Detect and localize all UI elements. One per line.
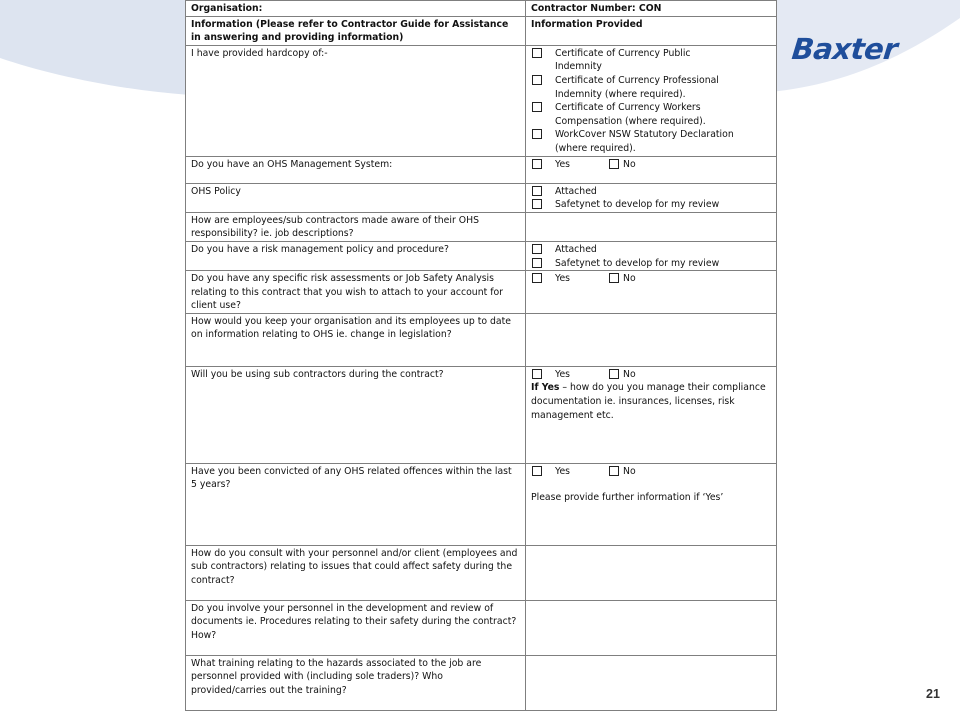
question-training: What training relating to the hazards associated to the job are personnel provided with (including sole traders)? Who provided/carries out the training? [186,655,526,710]
checkbox-statutory-declaration[interactable] [532,129,542,139]
option-professional-indemnity [531,74,771,101]
yes-label: Yes [555,465,571,477]
answer-risk-assessments [526,271,777,314]
answer-ohs-policy [526,183,777,212]
yes-label: Yes [555,368,571,380]
option-public-indemnity [531,47,771,74]
checkbox-yes[interactable] [532,159,542,169]
table-row [186,366,777,463]
checkbox-safetynet[interactable] [532,258,542,268]
checkbox-attached[interactable] [532,186,542,196]
option-label: Certificate of Currency Workers [555,102,701,114]
yes-label: Yes [555,158,571,170]
option-workers-compensation [531,101,771,128]
answer-risk-policy [526,241,777,270]
option-label: Compensation (where required). [555,115,706,127]
if-yes-rest: – how do you you manage their compliance documentation ie. insurances, licenses, risk management etc. [531,382,766,421]
answer-document-involvement[interactable] [526,600,777,655]
contractor-form-page [185,0,776,703]
info-provided-label: Information Provided [526,16,777,45]
answer-ohs-responsibility[interactable] [526,212,777,241]
answer-hardcopy [526,45,777,156]
no-label: No [623,158,636,170]
table-row [186,45,777,156]
contractor-questionnaire-table [185,0,777,711]
table-row [186,313,777,366]
table-row [186,183,777,212]
answer-ohs-updates[interactable] [526,313,777,366]
answer-consultation[interactable] [526,545,777,600]
checkbox-workers-compensation[interactable] [532,102,542,112]
attached-label: Attached [555,185,597,197]
question-ohs-policy: OHS Policy [186,183,526,212]
yes-label: Yes [555,273,571,285]
checkbox-professional-indemnity[interactable] [532,75,542,85]
checkbox-safetynet[interactable] [532,199,542,209]
subheader-row [186,16,777,45]
checkbox-public-indemnity[interactable] [532,48,542,58]
if-yes-bold: If Yes [531,382,560,394]
question-risk-assessments: Do you have any specific risk assessments or Job Safety Analysis relating to this contract that you wish to attach to your account for client use? [186,271,526,314]
question-hardcopy: I have provided hardcopy of:- [186,45,526,156]
question-risk-policy: Do you have a risk management policy and procedure? [186,241,526,270]
table-row [186,212,777,241]
no-label: No [623,368,636,380]
question-consultation: How do you consult with your personnel and/or client (employees and sub contractors) relating to issues that could affect safety during the contract? [186,545,526,600]
header-row [186,1,777,17]
question-convictions: Have you been convicted of any OHS related offences within the last 5 years? [186,463,526,545]
option-label: Certificate of Currency Professional [555,74,719,86]
answer-convictions [526,463,777,545]
no-label: No [623,465,636,477]
checkbox-attached[interactable] [532,244,542,254]
answer-training[interactable] [526,655,777,710]
safetynet-label: Safetynet to develop for my review [555,257,720,269]
answer-ohs-system [526,156,777,183]
question-ohs-system: Do you have an OHS Management System: [186,156,526,183]
checkbox-no[interactable] [609,369,619,379]
option-label: Indemnity [555,61,602,73]
checkbox-yes[interactable] [532,273,542,283]
checkbox-yes[interactable] [532,369,542,379]
answer-sub-contractors [526,366,777,463]
question-ohs-updates: How would you keep your organisation and its employees up to date on information relating to OHS ie. change in legislation? [186,313,526,366]
contractor-number-label: Contractor Number: CON [526,1,777,17]
checkbox-yes[interactable] [532,466,542,476]
table-row [186,156,777,183]
further-info-note: Please provide further information if ‘Yes’ [531,492,724,504]
safetynet-label: Safetynet to develop for my review [555,199,720,211]
question-ohs-responsibility: How are employees/sub contractors made aware of their OHS responsibility? ie. job descriptions? [186,212,526,241]
organisation-label: Organisation: [186,1,526,17]
table-row [186,271,777,314]
checkbox-no[interactable] [609,273,619,283]
table-row [186,241,777,270]
table-row [186,655,777,710]
page-number: 21 [926,687,940,701]
option-statutory-declaration [531,128,771,155]
table-row [186,545,777,600]
table-row [186,463,777,545]
logo-text: Baxter [790,32,900,66]
checkbox-no[interactable] [609,466,619,476]
checkbox-no[interactable] [609,159,619,169]
question-sub-contractors: Will you be using sub contractors during the contract? [186,366,526,463]
option-label: Certificate of Currency Public [555,47,691,59]
option-label: (where required). [555,142,636,154]
baxter-logo [790,32,900,66]
info-instruction: Information (Please refer to Contractor Guide for Assistance in answering and providing information) [186,16,526,45]
attached-label: Attached [555,243,597,255]
no-label: No [623,273,636,285]
option-label: Indemnity (where required). [555,88,686,100]
option-label: WorkCover NSW Statutory Declaration [555,129,734,141]
table-row [186,600,777,655]
if-yes-text [531,381,771,422]
question-document-involvement: Do you involve your personnel in the development and review of documents ie. Procedures relating to their safety during the contract? How? [186,600,526,655]
